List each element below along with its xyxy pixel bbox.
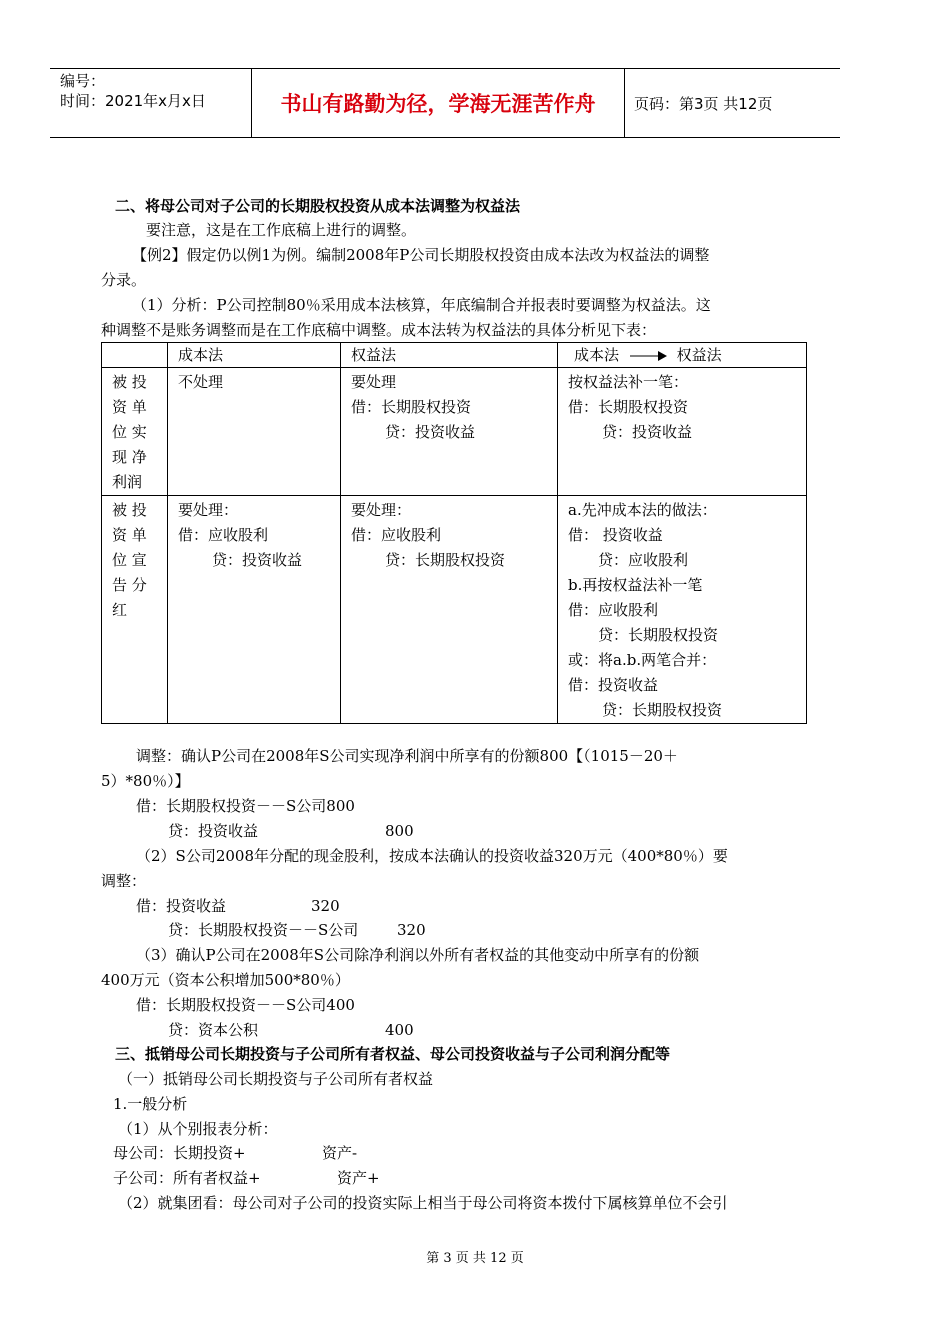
row2-cost-cell: 要处理： 借：应收股利 贷：投资收益 (168, 496, 341, 724)
section2-p2a: 【例2】假定仍以例1为例。编制2008年P公司长期股权投资由成本法改为权益法的调整 (132, 246, 710, 264)
adjust-line-10: 400万元（资本公积增加500*80％） (101, 971, 350, 989)
section3-child-line: 子公司：所有者权益+ (113, 1169, 261, 1187)
section3-sub4: （2）就集团看：母公司对子公司的投资实际上相当于母公司将资本拨付下属核算单位不会引 (118, 1194, 728, 1212)
row1-convert-cell: 按权益法补一笔： 借：长期股权投资 贷：投资收益 (558, 368, 807, 496)
header-cost-method: 成本法 (168, 343, 341, 368)
section3-sub3: （1）从个别报表分析： (118, 1120, 278, 1138)
section3-parent-line: 母公司：长期投资+ (113, 1144, 246, 1162)
table-header-row (102, 343, 807, 368)
section3-sub2: 1.一般分析 (113, 1095, 188, 1113)
row2-convert-cell: a.先冲成本法的做法： 借： 投资收益 贷：应收股利 b.再按权益法补一笔 借：应收股利 贷：长期股权投资 或：将a.b.两笔合并： 借：投资收益 贷：长期股权投资 (558, 496, 807, 724)
header-equity-method: 权益法 (341, 343, 558, 368)
section3-parent-assets: 资产- (322, 1144, 358, 1162)
header-conversion (558, 343, 807, 368)
section2-p3b: 种调整不是账务调整而是在工作底稿中调整。成本法转为权益法的具体分析见下表： (101, 321, 657, 339)
table-row (102, 496, 807, 724)
adjust-line-2: 5）*80％）】 (101, 772, 190, 790)
section3-child-assets: 资产+ (337, 1169, 380, 1187)
section2-p1: 要注意，这是在工作底稿上进行的调整。 (146, 221, 417, 239)
number-label: 编号： (60, 72, 106, 90)
section3-heading: 三、抵销母公司长期投资与子公司所有者权益、母公司投资收益与子公司利润分配等 (115, 1045, 671, 1063)
adjust-line-12-account: 贷：资本公积 (168, 1021, 259, 1039)
section2-p3a: （1）分析：P公司控制80％采用成本法核算，年底编制合并报表时要调整为权益法。这 (132, 296, 711, 314)
row2-equity-cell: 要处理： 借：应收股利 贷：长期股权投资 (341, 496, 558, 724)
adjust-line-5: （2）S公司2008年分配的现金股利，按成本法确认的投资收益320万元（400*80％）要 (136, 847, 728, 865)
header-left-cell (50, 69, 252, 137)
adjust-line-9: （3）确认P公司在2008年S公司除净利润以外所有者权益的其他变动中所享有的份额 (136, 946, 700, 964)
time-label: 时间：2021年x月x日 (60, 92, 206, 110)
motto: 书山有路勤为径，学海无涯苦作舟 (252, 69, 625, 137)
row1-label: 被 投 资 单 位 实 现 净 利润 (102, 368, 168, 496)
section2-heading: 二、将母公司对子公司的长期股权投资从成本法调整为权益法 (115, 197, 521, 215)
row2-label: 被 投 资 单 位 宣 告 分 红 (102, 496, 168, 724)
header-conversion-to: 权益法 (676, 346, 722, 364)
section2-p2b: 分录。 (101, 271, 147, 289)
adjust-line-6: 调整： (101, 872, 147, 890)
adjust-line-8-account: 贷：长期股权投资－－S公司 (168, 921, 359, 939)
header-empty-cell (102, 343, 168, 368)
analysis-table (101, 342, 807, 724)
adjust-line-11: 借：长期股权投资－－S公司400 (136, 996, 355, 1014)
adjust-line-3: 借：长期股权投资－－S公司800 (136, 797, 355, 815)
adjust-line-8-amount: 320 (397, 921, 426, 939)
adjust-line-7-account: 借：投资收益 (136, 897, 227, 915)
header-conversion-from: 成本法 (574, 346, 620, 364)
arrow-right-icon (628, 349, 668, 363)
row1-cost-cell: 不处理 (168, 368, 341, 496)
page-footer: 第 3 页 共 12 页 (426, 1251, 524, 1266)
adjust-line-7-amount: 320 (311, 897, 340, 915)
header-table (50, 68, 840, 138)
section3-sub1: （一）抵销母公司长期投资与子公司所有者权益 (118, 1070, 434, 1088)
adjust-line-1: 调整：确认P公司在2008年S公司实现净利润中所享有的份额800【（1015－20＋ (136, 747, 678, 765)
adjust-line-4-account: 贷：投资收益 (168, 822, 259, 840)
page-info: 页码：第3页 共12页 (634, 94, 773, 113)
table-row (102, 368, 807, 496)
adjust-line-12-amount: 400 (385, 1021, 414, 1039)
row1-equity-cell: 要处理 借：长期股权投资 贷：投资收益 (341, 368, 558, 496)
adjust-line-4-amount: 800 (385, 822, 414, 840)
